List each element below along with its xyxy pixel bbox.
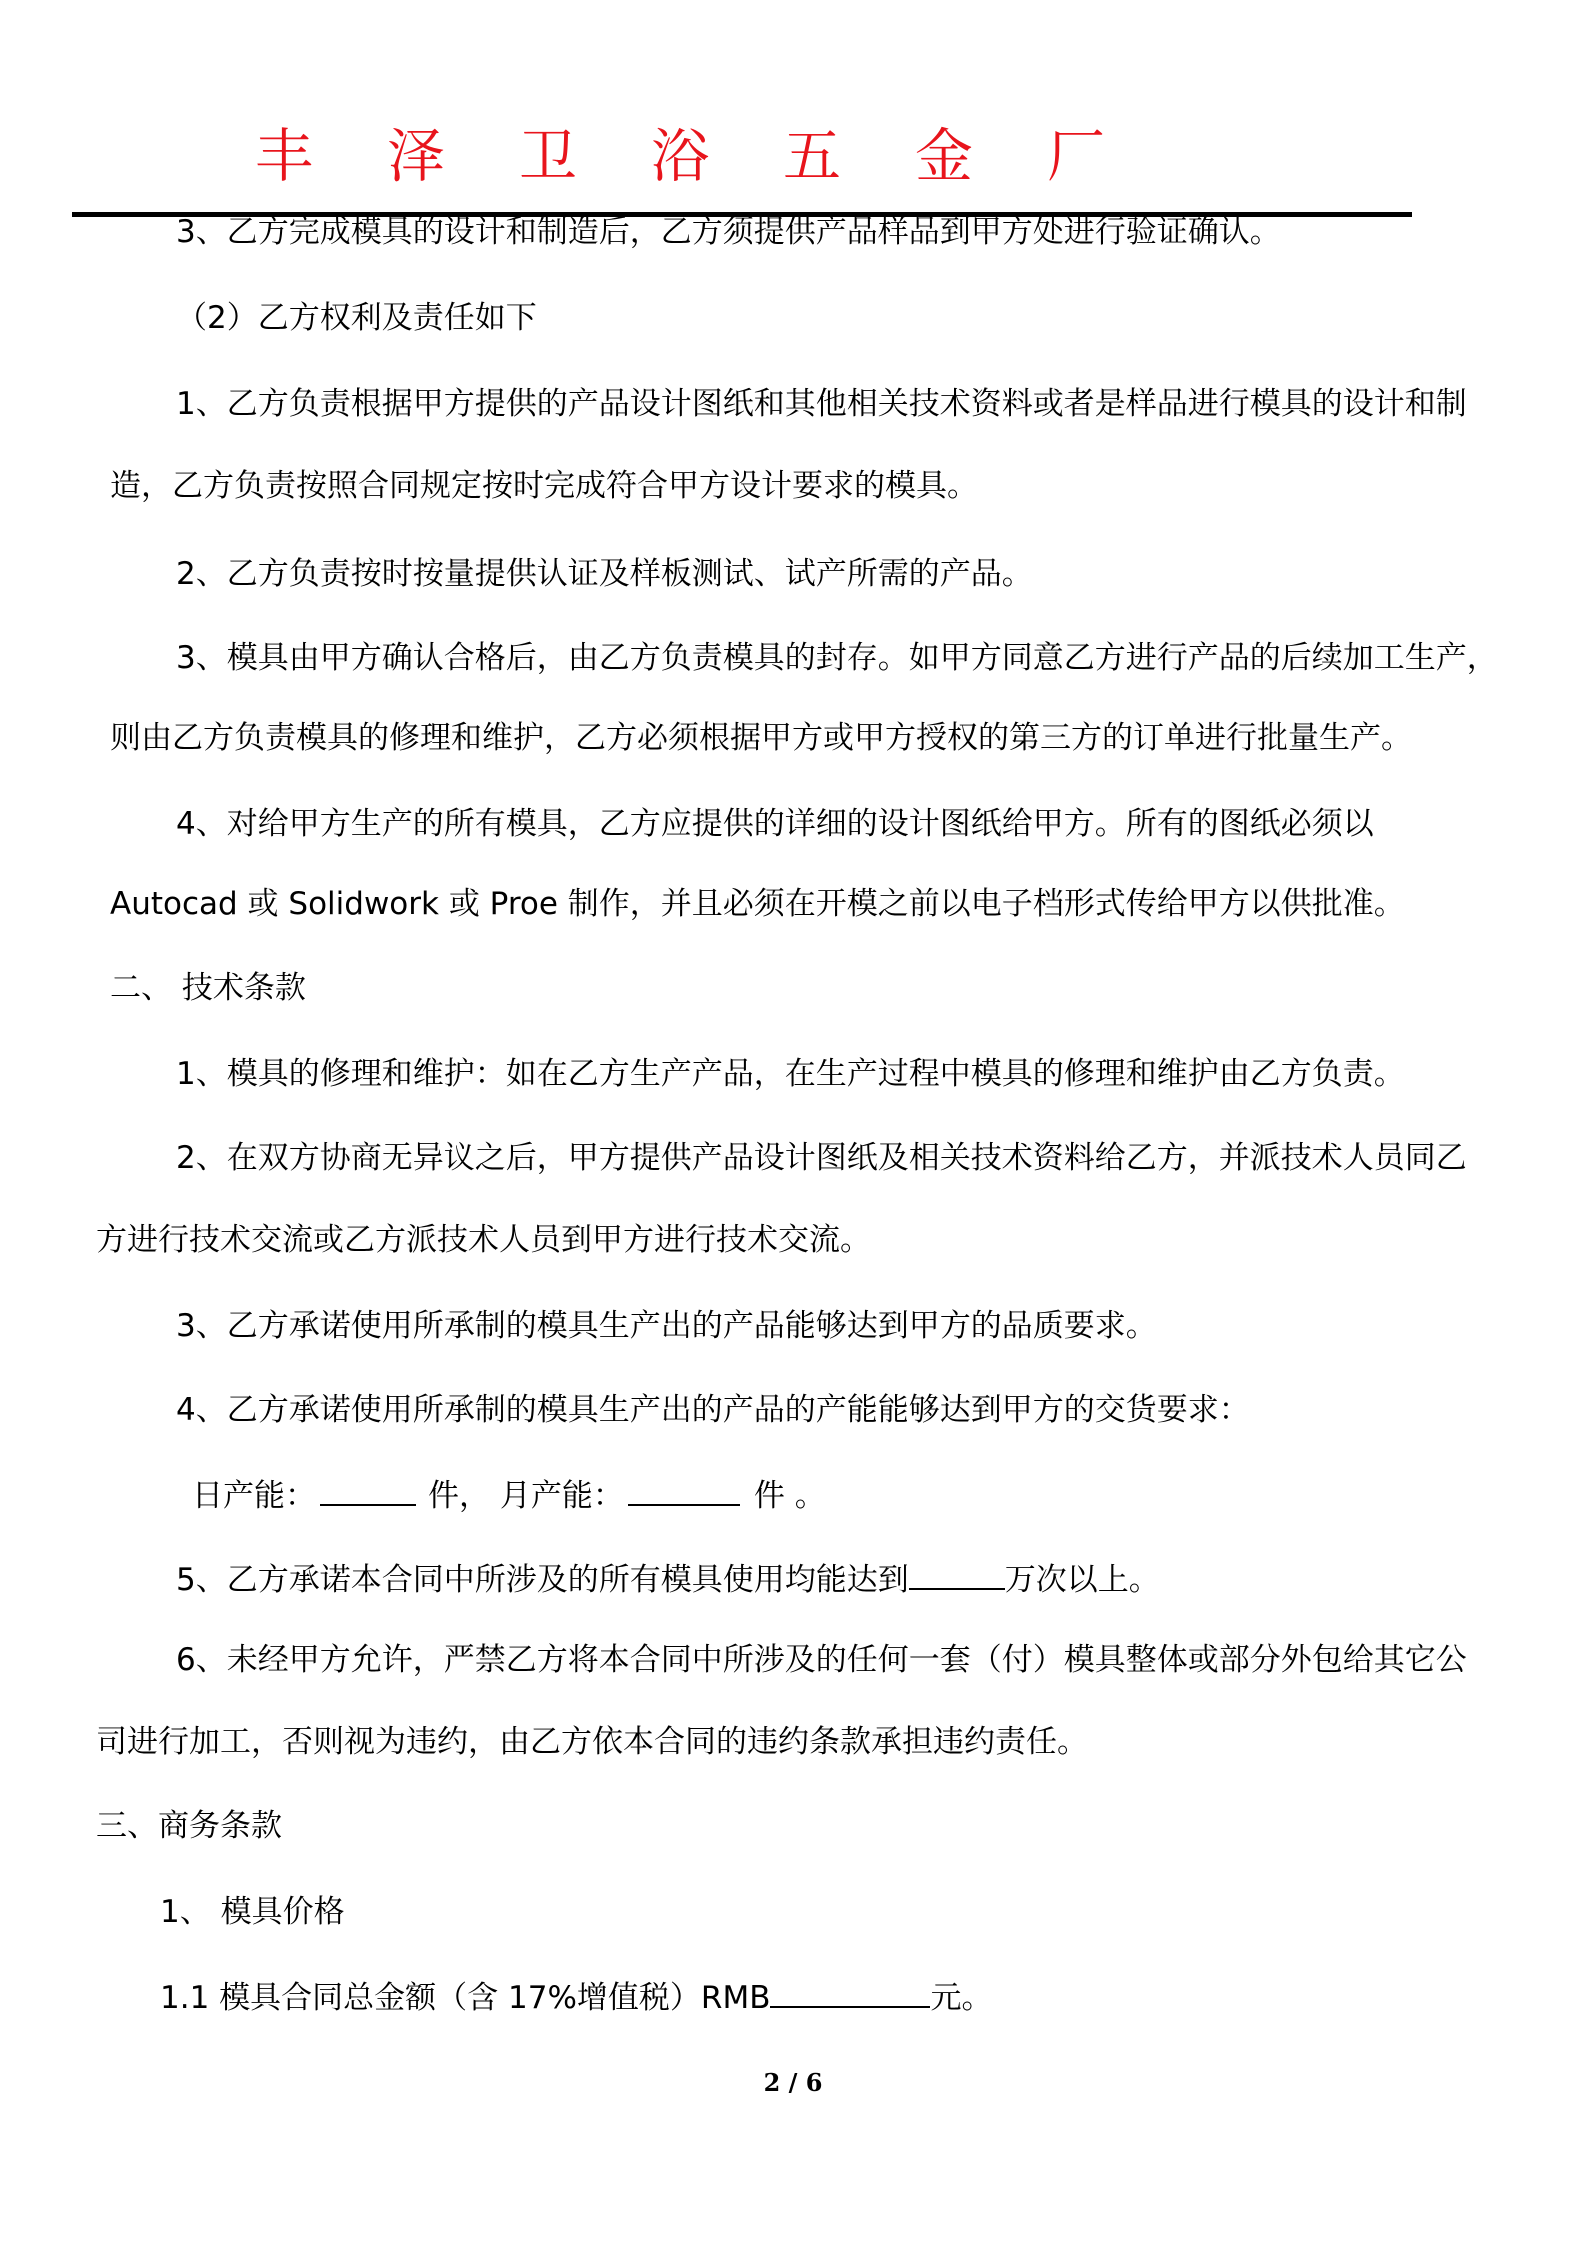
paragraph-line: 3、模具由甲方确认合格后，由乙方负责模具的封存。如甲方同意乙方进行产品的后续加工生产， bbox=[176, 640, 1498, 676]
paragraph-line: 2、乙方负责按时按量提供认证及样板测试、试产所需的产品。 bbox=[176, 556, 1033, 592]
company-name-header: 丰泽卫浴五金厂 bbox=[255, 122, 1180, 190]
mold-lifetime-label: 5、乙方承诺本合同中所涉及的所有模具使用均能达到 bbox=[176, 1562, 909, 1598]
contract-total-line bbox=[160, 1974, 992, 2018]
subsection-heading: （2）乙方权利及责任如下 bbox=[176, 300, 537, 336]
paragraph-line: 方进行技术交流或乙方派技术人员到甲方进行技术交流。 bbox=[96, 1222, 871, 1258]
paragraph-line: 6、未经甲方允许，严禁乙方将本合同中所涉及的任何一套（付）模具整体或部分外包给其它公 bbox=[176, 1642, 1467, 1678]
capacity-unit: 件 。 bbox=[753, 1478, 826, 1514]
paragraph-line: 司进行加工，否则视为违约，由乙方依本合同的违约条款承担违约责任。 bbox=[96, 1724, 1088, 1760]
section-heading-commercial: 三、商务条款 bbox=[96, 1808, 282, 1844]
mold-lifetime-blank[interactable] bbox=[909, 1556, 1005, 1590]
paragraph-line: 则由乙方负责模具的修理和维护，乙方必须根据甲方或甲方授权的第三方的订单进行批量生产。 bbox=[110, 720, 1412, 756]
paragraph-line: 3、乙方完成模具的设计和制造后，乙方须提供产品样品到甲方处进行验证确认。 bbox=[176, 214, 1281, 250]
capacity-line bbox=[192, 1472, 826, 1516]
daily-capacity-blank[interactable] bbox=[320, 1472, 416, 1506]
page-number: 2 / 6 bbox=[763, 2068, 823, 2097]
paragraph-line: 4、乙方承诺使用所承制的模具生产出的产品的产能能够达到甲方的交货要求： bbox=[176, 1392, 1250, 1428]
paragraph-line: 3、乙方承诺使用所承制的模具生产出的产品能够达到甲方的品质要求。 bbox=[176, 1308, 1157, 1344]
section-heading-technical: 二、 技术条款 bbox=[110, 970, 306, 1006]
mold-lifetime-unit: 万次以上。 bbox=[1004, 1562, 1160, 1598]
paragraph-line: 1、模具的修理和维护：如在乙方生产产品，在生产过程中模具的修理和维护由乙方负责。 bbox=[176, 1056, 1405, 1092]
daily-capacity-label: 日产能： bbox=[192, 1478, 316, 1514]
paragraph-line: 2、在双方协商无异议之后，甲方提供产品设计图纸及相关技术资料给乙方，并派技术人员同乙 bbox=[176, 1140, 1467, 1176]
monthly-capacity-blank[interactable] bbox=[628, 1472, 740, 1506]
mold-lifetime-line bbox=[176, 1556, 1160, 1600]
monthly-capacity-label: 件， 月产能： bbox=[428, 1478, 624, 1514]
mold-price-heading: 1、 模具价格 bbox=[160, 1894, 345, 1930]
paragraph-line: 4、对给甲方生产的所有模具，乙方应提供的详细的设计图纸给甲方。所有的图纸必须以 bbox=[176, 806, 1374, 842]
paragraph-line: 1、乙方负责根据甲方提供的产品设计图纸和其他相关技术资料或者是样品进行模具的设计和制 bbox=[176, 386, 1467, 422]
contract-total-label: 1.1 模具合同总金额（含 17%增值税）RMB bbox=[160, 1980, 771, 2016]
paragraph-line: Autocad 或 Solidwork 或 Proe 制作，并且必须在开模之前以电子档形式传给甲方以供批准。 bbox=[110, 886, 1405, 922]
contract-total-unit: 元。 bbox=[930, 1980, 993, 2016]
contract-total-blank[interactable] bbox=[770, 1974, 930, 2008]
paragraph-line: 造，乙方负责按照合同规定按时完成符合甲方设计要求的模具。 bbox=[110, 468, 978, 504]
